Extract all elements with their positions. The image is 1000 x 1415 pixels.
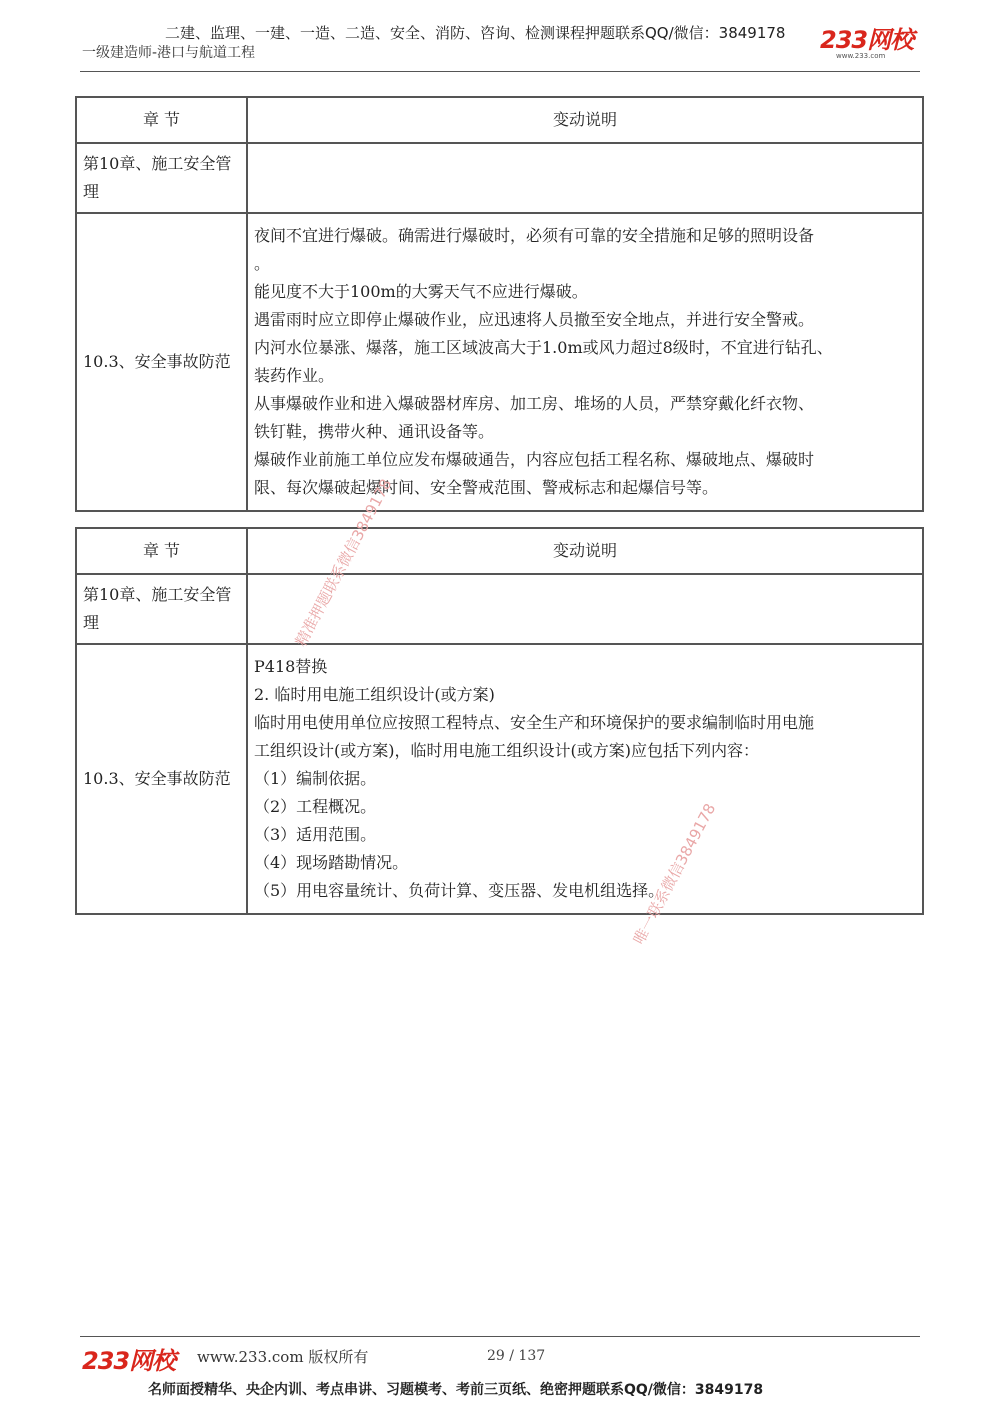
chapter-row bbox=[76, 574, 923, 644]
chapter-cell: 第10章、施工安全管理 bbox=[76, 143, 247, 213]
logo-mark: 233网校 bbox=[820, 26, 914, 54]
section-cell: 10.3、安全事故防范 bbox=[76, 644, 247, 914]
header-promo: 二建、监理、一建、一造、二造、安全、消防、咨询、检测课程押题联系QQ/微信：3849178 bbox=[165, 24, 786, 42]
text-line: P418替换 bbox=[254, 657, 328, 676]
footer-logo: 233网校 bbox=[82, 1347, 176, 1375]
text-line: 限、每次爆破起爆时间、安全警戒范围、警戒标志和起爆信号等。 bbox=[254, 478, 719, 497]
chapter-empty-cell bbox=[247, 574, 923, 644]
section-row bbox=[76, 644, 923, 914]
table-header-row bbox=[76, 97, 923, 143]
footer-copyright: www.233.com 版权所有 bbox=[197, 1348, 369, 1366]
change-table-2 bbox=[75, 527, 924, 915]
change-text-cell bbox=[247, 213, 923, 511]
text-line: 遇雷雨时应立即停止爆破作业，应迅速将人员撤至安全地点，并进行安全警戒。 bbox=[254, 310, 815, 329]
text-line: 2. 临时用电施工组织设计(或方案) bbox=[254, 685, 495, 704]
header-subtitle: 一级建造师-港口与航道工程 bbox=[82, 45, 256, 61]
table-header-row bbox=[76, 528, 923, 574]
section-row bbox=[76, 213, 923, 511]
text-line: （2）工程概况。 bbox=[254, 797, 377, 816]
text-line: 临时用电使用单位应按照工程特点、安全生产和环境保护的要求编制临时用电施 bbox=[254, 713, 815, 732]
footer-promo: 名师面授精华、央企内训、考点串讲、习题模考、考前三页纸、绝密押题联系QQ/微信：3849178 bbox=[148, 1382, 764, 1398]
chapter-empty-cell bbox=[247, 143, 923, 213]
text-line: 工组织设计(或方案)，临时用电施工组织设计(或方案)应包括下列内容： bbox=[254, 741, 759, 760]
change-text-cell bbox=[247, 644, 923, 914]
watermark: 唯一联系微信3849178 bbox=[629, 800, 720, 948]
logo-url: www.233.com bbox=[836, 52, 886, 60]
text-line: 装药作业。 bbox=[254, 366, 335, 385]
text-line: 能见度不大于100m的大雾天气不应进行爆破。 bbox=[254, 282, 588, 301]
text-line: 从事爆破作业和进入爆破器材库房、加工房、堆场的人员，严禁穿戴化纤衣物、 bbox=[254, 394, 815, 413]
watermark: 精准押题联系微信3849178 bbox=[291, 475, 396, 650]
col-header-change: 变动说明 bbox=[247, 528, 923, 574]
text-line: 铁钉鞋，携带火种、通讯设备等。 bbox=[254, 422, 495, 441]
page-number: 29 / 137 bbox=[487, 1348, 546, 1364]
text-line: （4）现场踏勘情况。 bbox=[254, 853, 409, 872]
text-line: 内河水位暴涨、爆落，施工区域波高大于1.0m或风力超过8级时，不宜进行钻孔、 bbox=[254, 338, 833, 357]
text-line: 爆破作业前施工单位应发布爆破通告，内容应包括工程名称、爆破地点、爆破时 bbox=[254, 450, 815, 469]
text-line: 。 bbox=[254, 254, 271, 273]
section-cell: 10.3、安全事故防范 bbox=[76, 213, 247, 511]
text-line: （3）适用范围。 bbox=[254, 825, 377, 844]
col-header-chapter: 章 节 bbox=[76, 97, 247, 143]
text-line: （5）用电容量统计、负荷计算、变压器、发电机组选择。 bbox=[254, 881, 665, 900]
text-line: （1）编制依据。 bbox=[254, 769, 377, 788]
text-line: 夜间不宜进行爆破。确需进行爆破时，必须有可靠的安全措施和足够的照明设备 bbox=[254, 226, 815, 245]
col-header-chapter: 章 节 bbox=[76, 528, 247, 574]
footer-rule bbox=[80, 1336, 920, 1337]
change-table-1 bbox=[75, 96, 924, 512]
header-logo bbox=[820, 28, 913, 60]
chapter-row bbox=[76, 143, 923, 213]
chapter-cell: 第10章、施工安全管理 bbox=[76, 574, 247, 644]
col-header-change: 变动说明 bbox=[247, 97, 923, 143]
header-rule bbox=[80, 71, 920, 72]
